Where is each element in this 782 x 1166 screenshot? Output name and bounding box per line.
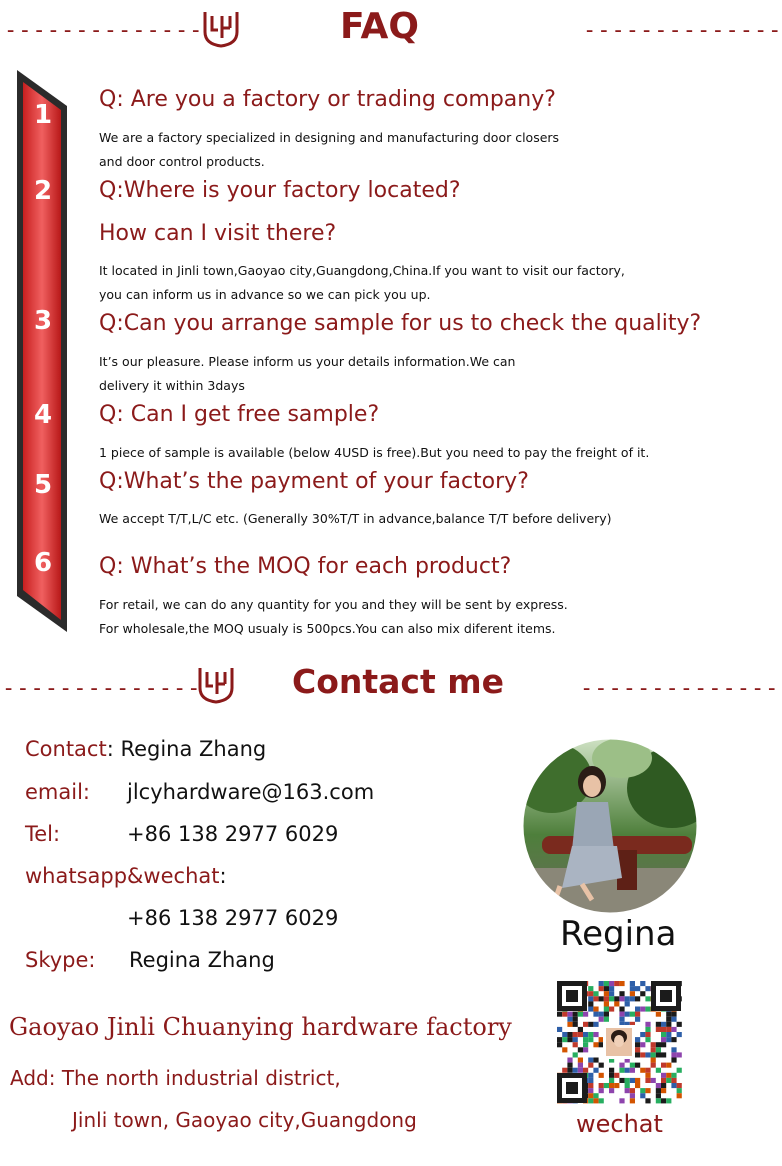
qr-module	[666, 1012, 671, 1017]
qr-module	[645, 996, 650, 1001]
qr-module	[651, 1047, 656, 1052]
qr-module	[588, 986, 593, 991]
qr-module	[593, 1022, 598, 1027]
qr-module	[656, 1098, 661, 1103]
whatsapp-label: whatsapp&wechat	[25, 864, 220, 888]
qr-module	[588, 1083, 593, 1088]
qr-module	[656, 1052, 661, 1057]
qr-module	[599, 996, 604, 1001]
qr-module	[573, 1012, 578, 1017]
qr-module	[645, 1022, 650, 1027]
qr-module	[614, 1083, 619, 1088]
faq-answer-2-line-1: It located in Jinli town,Gaoyao city,Guangdong,China.If you want to visit our factory,	[99, 263, 625, 278]
faq-number-5: 5	[33, 470, 53, 500]
qr-module	[656, 1047, 661, 1052]
tel-label: Tel:	[25, 822, 61, 846]
qr-module	[562, 1032, 567, 1037]
qr-module	[640, 1032, 645, 1037]
qr-module	[661, 1052, 666, 1057]
qr-module	[666, 1098, 671, 1103]
qr-module	[557, 1027, 562, 1032]
faq-dash-left: --------------	[4, 18, 204, 43]
qr-module	[640, 1042, 645, 1047]
qr-module	[609, 991, 614, 996]
qr-module	[562, 1012, 567, 1017]
qr-module	[599, 1063, 604, 1068]
qr-module	[609, 981, 614, 986]
qr-module	[588, 1037, 593, 1042]
qr-module	[619, 1012, 624, 1017]
qr-module	[661, 1083, 666, 1088]
qr-module	[614, 981, 619, 986]
qr-module	[656, 1027, 661, 1032]
wechat-qr-code[interactable]	[553, 977, 685, 1107]
faq-number-2: 2	[33, 176, 53, 206]
contact-label: Contact	[25, 737, 107, 761]
qr-module	[635, 996, 640, 1001]
address-line-1: Add: The north industrial district,	[10, 1066, 341, 1090]
qr-module	[630, 1078, 635, 1083]
qr-module	[635, 1083, 640, 1088]
qr-module	[578, 1058, 583, 1063]
qr-module	[578, 1032, 583, 1037]
qr-module	[640, 1093, 645, 1098]
qr-module	[635, 1037, 640, 1042]
qr-module	[604, 991, 609, 996]
faq-question-2-line-1: Q:Where is your factory located?	[99, 178, 461, 203]
faq-question-3: Q:Can you arrange sample for us to check the quality?	[99, 311, 702, 336]
qr-module	[671, 1083, 676, 1088]
faq-answer-3-line-2: delivery it within 3days	[99, 378, 245, 393]
faq-answer-3-line-1: It’s our pleasure. Please inform us your details information.We can	[99, 354, 516, 369]
whatsapp-row	[25, 864, 227, 888]
email-value[interactable]: jlcyhardware@163.com	[127, 780, 375, 804]
qr-module	[583, 1032, 588, 1037]
qr-module	[588, 1088, 593, 1093]
qr-module	[645, 1032, 650, 1037]
qr-module	[573, 1032, 578, 1037]
tel-value[interactable]: +86 138 2977 6029	[127, 822, 339, 846]
qr-module	[593, 991, 598, 996]
qr-module	[573, 1017, 578, 1022]
qr-module	[645, 1098, 650, 1103]
qr-module	[593, 996, 598, 1001]
qr-module	[609, 1073, 614, 1078]
faq-number-1: 1	[33, 100, 53, 130]
qr-module	[604, 996, 609, 1001]
qr-module	[619, 1068, 624, 1073]
qr-module	[593, 1042, 598, 1047]
qr-module	[619, 1098, 624, 1103]
qr-module	[640, 1068, 645, 1073]
faq-answer-6-line-1: For retail, we can do any quantity for you and they will be sent by express.	[99, 597, 568, 612]
qr-module	[630, 1012, 635, 1017]
qr-module	[619, 1063, 624, 1068]
qr-module	[593, 1093, 598, 1098]
qr-module	[656, 1042, 661, 1047]
qr-module	[640, 981, 645, 986]
qr-module	[578, 1027, 583, 1032]
qr-module	[583, 1047, 588, 1052]
faq-number-3: 3	[33, 306, 53, 336]
qr-module	[677, 1088, 682, 1093]
qr-module	[651, 1063, 656, 1068]
qr-module	[609, 1083, 614, 1088]
qr-module	[671, 1078, 676, 1083]
qr-module	[656, 1093, 661, 1098]
qr-module	[630, 986, 635, 991]
contact-row	[25, 737, 266, 761]
company-name: Gaoyao Jinli Chuanying hardware factory	[9, 1013, 512, 1041]
qr-module	[599, 1017, 604, 1022]
qr-module	[645, 1073, 650, 1078]
faq-answer-6-line-2: For wholesale,the MOQ usualy is 500pcs.You can also mix diferent items.	[99, 621, 556, 636]
qr-module	[567, 1068, 572, 1073]
qr-module	[677, 1032, 682, 1037]
address-line-2: Jinli town, Gaoyao city,Guangdong	[72, 1108, 417, 1132]
qr-module	[671, 1017, 676, 1022]
qr-module	[666, 1063, 671, 1068]
brand-logo-icon	[195, 664, 237, 704]
qr-module	[625, 1012, 630, 1017]
qr-module	[619, 991, 624, 996]
qr-module	[645, 1027, 650, 1032]
qr-module	[630, 1088, 635, 1093]
qr-module	[640, 1007, 645, 1012]
qr-module	[593, 1032, 598, 1037]
qr-module	[578, 1063, 583, 1068]
qr-module	[573, 1052, 578, 1057]
qr-module	[640, 1052, 645, 1057]
qr-module	[583, 1037, 588, 1042]
qr-module	[588, 1058, 593, 1063]
qr-module	[645, 986, 650, 991]
qr-module	[599, 1073, 604, 1078]
qr-module	[567, 1063, 572, 1068]
qr-module	[677, 1083, 682, 1088]
qr-module	[671, 1047, 676, 1052]
qr-module	[609, 1007, 614, 1012]
qr-module	[640, 1088, 645, 1093]
qr-module	[671, 1058, 676, 1063]
whatsapp-colon: :	[219, 864, 227, 888]
qr-module	[588, 1032, 593, 1037]
qr-module	[578, 1012, 583, 1017]
qr-module	[677, 1093, 682, 1098]
qr-module	[573, 1022, 578, 1027]
qr-module	[651, 1078, 656, 1083]
qr-module	[557, 1042, 562, 1047]
qr-module	[671, 1027, 676, 1032]
brand-logo-icon	[200, 8, 242, 48]
qr-module	[645, 1007, 650, 1012]
whatsapp-value[interactable]: +86 138 2977 6029	[127, 906, 339, 930]
qr-module	[625, 1083, 630, 1088]
qr-module	[599, 1012, 604, 1017]
faq-question-6: Q: What’s the MOQ for each product?	[99, 554, 512, 579]
qr-module	[625, 1001, 630, 1006]
faq-number-4: 4	[33, 400, 53, 430]
qr-module	[661, 1042, 666, 1047]
qr-module	[661, 1037, 666, 1042]
qr-module	[661, 1032, 666, 1037]
qr-module	[599, 1083, 604, 1088]
qr-module	[635, 1078, 640, 1083]
qr-module	[645, 1068, 650, 1073]
qr-module	[656, 1083, 661, 1088]
qr-module	[661, 1088, 666, 1093]
skype-value[interactable]: Regina Zhang	[129, 948, 275, 972]
qr-module	[666, 1073, 671, 1078]
qr-module	[666, 1017, 671, 1022]
qr-module	[656, 1068, 661, 1073]
qr-module	[593, 1058, 598, 1063]
qr-module	[677, 1022, 682, 1027]
qr-module	[557, 1012, 562, 1017]
qr-module	[619, 981, 624, 986]
qr-module	[588, 1073, 593, 1078]
qr-module	[562, 1047, 567, 1052]
qr-module	[567, 1037, 572, 1042]
contact-dash-left: --------------	[2, 676, 202, 701]
qr-module	[599, 981, 604, 986]
qr-module	[645, 1088, 650, 1093]
qr-module	[562, 1037, 567, 1042]
qr-module	[677, 1068, 682, 1073]
qr-module	[666, 1078, 671, 1083]
qr-module	[661, 1078, 666, 1083]
qr-module	[609, 1068, 614, 1073]
qr-module	[671, 1037, 676, 1042]
qr-module	[635, 1052, 640, 1057]
qr-module	[619, 1017, 624, 1022]
qr-module	[567, 1058, 572, 1063]
qr-module	[588, 1078, 593, 1083]
qr-module	[651, 1052, 656, 1057]
qr-module	[635, 1012, 640, 1017]
qr-module	[573, 1068, 578, 1073]
qr-module	[671, 1073, 676, 1078]
qr-module	[661, 1063, 666, 1068]
qr-module	[604, 1017, 609, 1022]
qr-module	[593, 1012, 598, 1017]
qr-module	[625, 996, 630, 1001]
profile-photo	[522, 738, 698, 914]
qr-module	[630, 1068, 635, 1073]
qr-module	[609, 1078, 614, 1083]
qr-module	[588, 1022, 593, 1027]
faq-answer-1-line-1: We are a factory specialized in designing and manufacturing door closers	[99, 130, 560, 145]
qr-module	[567, 1032, 572, 1037]
qr-module	[588, 996, 593, 1001]
qr-module	[614, 996, 619, 1001]
email-label: email:	[25, 780, 90, 804]
qr-module	[619, 996, 624, 1001]
qr-module	[588, 1063, 593, 1068]
qr-module	[645, 1052, 650, 1057]
qr-module	[609, 996, 614, 1001]
qr-module	[625, 1088, 630, 1093]
qr-module	[640, 991, 645, 996]
qr-module	[661, 1022, 666, 1027]
qr-module	[609, 1088, 614, 1093]
qr-module	[573, 1037, 578, 1042]
qr-module	[625, 1068, 630, 1073]
contact-name: : Regina Zhang	[106, 737, 267, 761]
qr-module	[593, 1007, 598, 1012]
qr-module	[677, 1052, 682, 1057]
faq-dash-right: --------------	[583, 18, 782, 43]
qr-module	[619, 1007, 624, 1012]
qr-module	[614, 1001, 619, 1006]
qr-module	[656, 1022, 661, 1027]
qr-module	[635, 986, 640, 991]
qr-module	[583, 1042, 588, 1047]
qr-module	[567, 1017, 572, 1022]
qr-module	[583, 1012, 588, 1017]
faq-question-1: Q: Are you a factory or trading company?	[99, 87, 556, 112]
qr-module	[599, 1088, 604, 1093]
qr-module	[651, 1058, 656, 1063]
qr-module	[567, 1022, 572, 1027]
qr-module	[578, 1047, 583, 1052]
qr-module	[573, 1042, 578, 1047]
qr-module	[666, 1037, 671, 1042]
qr-module	[635, 1007, 640, 1012]
qr-module	[604, 1001, 609, 1006]
qr-module	[604, 1083, 609, 1088]
faq-question-2-line-2: How can I visit there?	[99, 221, 337, 246]
qr-module	[567, 1012, 572, 1017]
qr-module	[562, 1068, 567, 1073]
qr-module	[604, 986, 609, 991]
faq-question-5: Q:What’s the payment of your factory?	[99, 469, 529, 494]
qr-module	[666, 1027, 671, 1032]
qr-module	[635, 1042, 640, 1047]
qr-module	[656, 1088, 661, 1093]
qr-module	[635, 1063, 640, 1068]
qr-module	[635, 1017, 640, 1022]
qr-module	[588, 991, 593, 996]
qr-module	[588, 1007, 593, 1012]
qr-module	[604, 1007, 609, 1012]
qr-module	[666, 1032, 671, 1037]
photo-caption: Regina	[560, 914, 677, 954]
qr-module	[671, 1012, 676, 1017]
qr-module	[645, 1037, 650, 1042]
qr-module	[630, 991, 635, 996]
qr-module	[666, 1022, 671, 1027]
qr-module	[593, 1068, 598, 1073]
qr-module	[635, 1047, 640, 1052]
faq-answer-4-line-1: 1 piece of sample is available (below 4USD is free).But you need to pay the freight of it.	[99, 445, 650, 460]
qr-caption: wechat	[576, 1110, 663, 1138]
qr-module	[619, 1078, 624, 1083]
qr-module	[557, 1037, 562, 1042]
faq-answer-5-line-1: We accept T/T,L/C etc. (Generally 30%T/T in advance,balance T/T before delivery)	[99, 511, 612, 526]
qr-module	[583, 1068, 588, 1073]
faq-answer-2-line-2: you can inform us in advance so we can pick you up.	[99, 287, 431, 302]
skype-label: Skype:	[25, 948, 96, 972]
qr-module	[588, 1093, 593, 1098]
qr-module	[661, 1073, 666, 1078]
qr-module	[661, 1098, 666, 1103]
qr-module	[609, 986, 614, 991]
qr-module	[645, 1078, 650, 1083]
qr-module	[671, 1052, 676, 1057]
faq-answer-1-line-2: and door control products.	[99, 154, 265, 169]
qr-module	[604, 981, 609, 986]
faq-number-6: 6	[33, 548, 53, 578]
qr-module	[656, 1012, 661, 1017]
qr-module	[604, 1012, 609, 1017]
qr-module	[625, 1078, 630, 1083]
faq-title: FAQ	[340, 6, 419, 47]
contact-dash-right: --------------	[580, 676, 780, 701]
qr-module	[599, 986, 604, 991]
qr-module	[661, 1027, 666, 1032]
qr-module	[593, 1098, 598, 1103]
qr-module	[614, 1073, 619, 1078]
qr-module	[651, 1042, 656, 1047]
qr-module	[583, 1022, 588, 1027]
qr-module	[588, 1098, 593, 1103]
contact-title: Contact me	[292, 662, 505, 701]
qr-module	[599, 1098, 604, 1103]
qr-module	[630, 981, 635, 986]
qr-module	[588, 1001, 593, 1006]
qr-module	[630, 1093, 635, 1098]
qr-module	[630, 1063, 635, 1068]
qr-module	[630, 1098, 635, 1103]
qr-module	[578, 1068, 583, 1073]
qr-module	[630, 996, 635, 1001]
faq-question-4: Q: Can I get free sample?	[99, 402, 380, 427]
